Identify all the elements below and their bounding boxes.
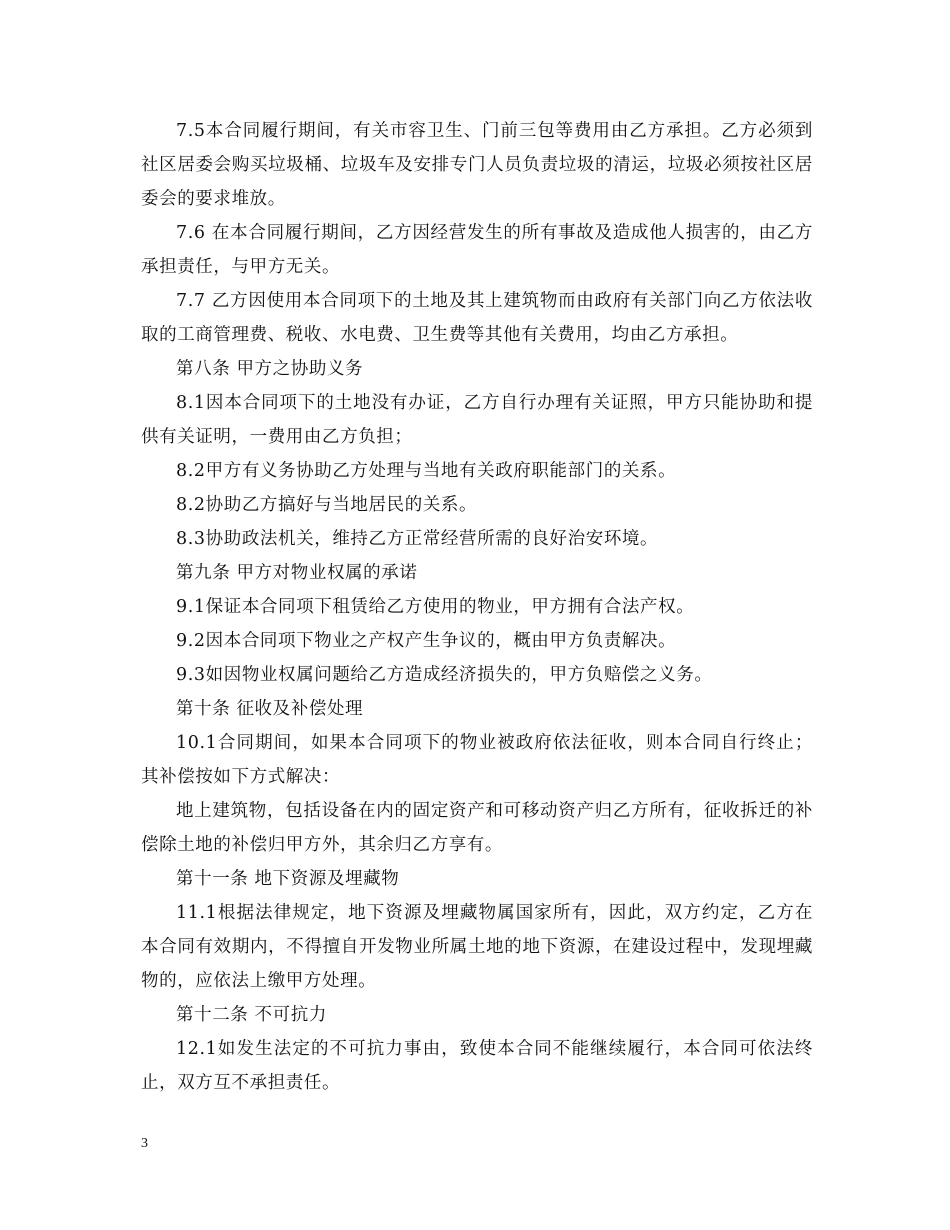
clause-7-5: 7.5本合同履行期间，有关市容卫生、门前三包等费用由乙方承担。乙方必须到社区居委会购买垃圾桶、垃圾车及安排专门人员负责垃圾的清运，垃圾必须按社区居委会的要求堆放。 xyxy=(141,121,813,209)
article-11-heading: 第十一条 地下资源及埋藏物 xyxy=(176,869,400,889)
clause-7-6: 7.6 在本合同履行期间，乙方因经营发生的所有事故及造成他人损害的，由乙方承担责任，与甲方无关。 xyxy=(141,223,813,277)
clause-9-1: 9.1保证本合同项下租赁给乙方使用的物业，甲方拥有合法产权。 xyxy=(176,597,695,617)
clause-8-1: 8.1因本合同项下的土地没有办证，乙方自行办理有关证照，甲方只能协助和提供有关证明，一费用由乙方负担； xyxy=(141,393,813,447)
article-9-heading: 第九条 甲方对物业权属的承诺 xyxy=(176,563,418,583)
clause-11-1: 11.1根据法律规定，地下资源及埋藏物属国家所有，因此，双方约定，乙方在本合同有效期内，不得擅自开发物业所属土地的地下资源，在建设过程中，发现埋藏物的，应依法上缴甲方处理。 xyxy=(141,903,813,991)
document-body xyxy=(141,114,813,1100)
clause-7-7: 7.7 乙方因使用本合同项下的土地及其上建筑物而由政府有关部门向乙方依法收取的工商管理费、税收、水电费、卫生费等其他有关费用，均由乙方承担。 xyxy=(141,291,813,345)
clause-10-1: 10.1合同期间，如果本合同项下的物业被政府依法征收，则本合同自行终止；其补偿按如下方式解决： xyxy=(141,733,813,787)
article-10-heading: 第十条 征收及补偿处理 xyxy=(176,699,364,719)
clause-9-2: 9.2因本合同项下物业之产权产生争议的，概由甲方负责解决。 xyxy=(176,631,677,651)
clause-10-1-detail: 地上建筑物，包括设备在内的固定资产和可移动资产归乙方所有，征收拆迁的补偿除土地的补偿归甲方外，其余归乙方享有。 xyxy=(141,801,813,855)
clause-12-1: 12.1如发生法定的不可抗力事由，致使本合同不能继续履行，本合同可依法终止，双方互不承担责任。 xyxy=(141,1039,813,1093)
clause-8-2-a: 8.2甲方有义务协助乙方处理与当地有关政府职能部门的关系。 xyxy=(176,461,677,481)
article-12-heading: 第十二条 不可抗力 xyxy=(176,1005,327,1025)
page-number: 3 xyxy=(141,1136,148,1151)
clause-8-2-b: 8.2协助乙方搞好与当地居民的关系。 xyxy=(176,495,478,515)
clause-8-3: 8.3协助政法机关，维持乙方正常经营所需的良好治安环境。 xyxy=(176,529,659,549)
clause-9-3: 9.3如因物业权属问题给乙方造成经济损失的，甲方负赔偿之义务。 xyxy=(176,665,713,685)
article-8-heading: 第八条 甲方之协助义务 xyxy=(176,359,364,379)
